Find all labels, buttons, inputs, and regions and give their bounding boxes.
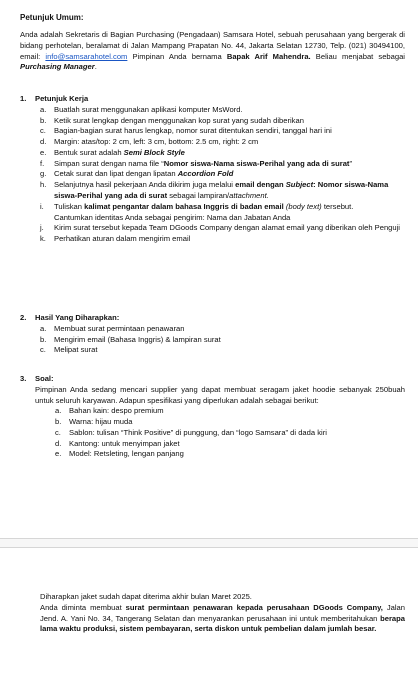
list-item bbox=[40, 169, 405, 180]
list-item bbox=[40, 180, 405, 202]
item-marker: j. bbox=[40, 223, 44, 233]
intro-text: Anda adalah Sekretaris di Bagian Purchasing (Pengadaan) Samsara Hotel, sebuah perusahaan yang bergerak di bidang perhotelan, beralamat di Jalan Mampang Prapatan No. 44, Jakarta Selatan 12730, Telp. (021) 30494100, email: bbox=[20, 30, 405, 61]
list-item bbox=[55, 428, 405, 439]
list-item bbox=[55, 439, 405, 450]
item-marker: i. bbox=[40, 201, 44, 211]
item-text-part: sebagai lampiran/ bbox=[167, 191, 230, 201]
general-instructions bbox=[20, 12, 405, 23]
list-item bbox=[55, 417, 405, 428]
item-text-part: Bentuk surat adalah bbox=[54, 147, 124, 157]
item-marker: a. bbox=[40, 323, 47, 333]
expected-results-list bbox=[20, 324, 405, 356]
section-title: Soal: bbox=[35, 374, 54, 383]
intro-text-3: Beliau menjabat sebagai bbox=[310, 51, 405, 61]
section-heading bbox=[20, 94, 405, 105]
item-marker: c. bbox=[40, 126, 46, 136]
item-marker: k. bbox=[40, 234, 46, 244]
instruction-list bbox=[20, 105, 405, 245]
item-text: Kantong: untuk menyimpan jaket bbox=[69, 438, 180, 448]
section-number: 2. bbox=[20, 313, 27, 322]
document-page-2 bbox=[0, 546, 418, 687]
item-text: Ketik surat lengkap dengan menggunakan kop surat yang sudah diberikan bbox=[54, 115, 304, 125]
list-item bbox=[40, 148, 405, 159]
item-marker: e. bbox=[40, 147, 47, 157]
item-text: Kirim surat tersebut kepada Team DGoods Company dengan alamat email yang diberikan oleh Penguji bbox=[54, 223, 400, 233]
boss-role: Purchasing Manager bbox=[20, 62, 95, 72]
item-emphasis: Accordion Fold bbox=[177, 169, 234, 179]
section-petunjuk-kerja bbox=[20, 94, 405, 245]
item-emphasis: email dengan bbox=[235, 180, 286, 190]
item-text bbox=[54, 159, 405, 170]
item-marker: b. bbox=[40, 334, 47, 344]
item-marker: b. bbox=[55, 417, 62, 427]
task-emphasis-2: berapa lama waktu produksi, sistem pembayaran, serta diskon untuk pembelian dalam jumlah besar. bbox=[40, 613, 405, 634]
item-text-part: tersebut. bbox=[321, 201, 354, 211]
section-title: Hasil Yang Diharapkan: bbox=[35, 313, 120, 322]
list-item bbox=[40, 345, 405, 356]
item-text: Bahan kain: despo premium bbox=[69, 406, 164, 416]
section-hasil bbox=[20, 313, 405, 356]
item-text: Warna: hijau muda bbox=[69, 417, 133, 427]
section-heading bbox=[20, 313, 405, 324]
list-item bbox=[40, 202, 405, 224]
list-item bbox=[40, 116, 405, 127]
spec-list bbox=[20, 406, 405, 460]
section-number: 1. bbox=[20, 94, 27, 103]
item-marker: g. bbox=[40, 169, 47, 179]
section-heading bbox=[20, 374, 405, 385]
section-soal bbox=[20, 374, 405, 460]
item-text bbox=[54, 148, 405, 159]
intro-text-2: Pimpinan Anda bernama bbox=[127, 51, 227, 61]
item-text-part: Cetak surat dan lipat dengan lipatan bbox=[54, 169, 178, 179]
item-text: Margin: atas/top: 2 cm, left: 3 cm, bottom: 2.5 cm, right: 2 cm bbox=[54, 137, 259, 147]
item-emphasis: Semi Block Style bbox=[123, 147, 185, 157]
item-italic: attachment. bbox=[229, 191, 269, 201]
item-text: Sablon: tulisan “Think Positive” di punggung, dan “logo Samsara” di dada kiri bbox=[69, 427, 327, 437]
email-link[interactable]: info@samsarahotel.com bbox=[45, 51, 128, 61]
page2-content bbox=[40, 592, 405, 635]
item-marker: e. bbox=[55, 449, 62, 459]
list-item bbox=[55, 449, 405, 460]
item-italic: (body text) bbox=[283, 201, 322, 211]
item-marker: d. bbox=[55, 438, 62, 448]
item-text: Membuat surat permintaan penawaran bbox=[54, 323, 185, 333]
item-marker: c. bbox=[40, 345, 46, 355]
item-text: Model: Retsleting, lengan panjang bbox=[69, 449, 184, 459]
item-marker: d. bbox=[40, 137, 47, 147]
item-text-part: Simpan surat dengan nama file “ bbox=[54, 158, 164, 168]
item-marker: b. bbox=[40, 115, 47, 125]
item-text: Buatlah surat menggunakan aplikasi komputer MsWord. bbox=[54, 104, 243, 114]
item-marker: f. bbox=[40, 158, 45, 168]
list-item bbox=[40, 159, 405, 170]
item-marker: c. bbox=[55, 427, 61, 437]
intro-text-4: . bbox=[94, 62, 97, 72]
list-item bbox=[40, 137, 405, 148]
item-text bbox=[54, 202, 405, 224]
boss-name: Bapak Arif Mahendra. bbox=[226, 51, 311, 61]
item-text: Bagian-bagian surat harus lengkap, nomor surat ditentukan sendiri, tanggal hari ini bbox=[54, 126, 332, 136]
item-marker: a. bbox=[40, 104, 47, 114]
item-text-part: ” bbox=[349, 158, 352, 168]
section-title: Petunjuk Kerja bbox=[35, 94, 89, 103]
list-item bbox=[40, 223, 405, 234]
item-emphasis: Subject bbox=[285, 180, 314, 190]
list-item bbox=[40, 335, 405, 346]
item-text bbox=[54, 180, 405, 202]
item-note: Cantumkan identitas Anda sebagai pengirim: Nama dan Jabatan Anda bbox=[54, 212, 291, 222]
section-title-petunjuk-umum: Petunjuk Umum: bbox=[20, 13, 84, 22]
item-emphasis: kalimat pengantar dalam bahasa Inggris di badan email bbox=[84, 201, 284, 211]
item-text-part: Tuliskan bbox=[54, 201, 85, 211]
item-text: Melipat surat bbox=[54, 345, 98, 355]
soal-paragraph: Pimpinan Anda sedang mencari supplier yang dapat membuat seragam jaket hoodie sebanyak 250buah untuk seluruh karyawan. Adapun spesifikasi yang diperlukan adalah sebagai berikut: bbox=[35, 384, 405, 405]
list-item bbox=[40, 105, 405, 116]
item-marker: a. bbox=[55, 406, 62, 416]
item-text-part: Selanjutnya hasil pekerjaan Anda dikirim juga melalui bbox=[54, 180, 236, 190]
item-emphasis: : Nomor siswa-Nama siswa-Perihal yang ada di surat bbox=[54, 180, 389, 201]
list-item bbox=[40, 234, 405, 245]
item-marker: h. bbox=[40, 180, 47, 190]
task-emphasis: surat permintaan penawaran kepada perusahaan DGoods Company, bbox=[125, 602, 383, 612]
task-paragraph bbox=[40, 603, 405, 635]
item-text: Perhatikan aturan dalam mengirim email bbox=[54, 234, 191, 244]
section-number: 3. bbox=[20, 374, 27, 383]
item-text bbox=[54, 169, 405, 180]
intro-paragraph bbox=[20, 30, 405, 73]
list-item bbox=[40, 324, 405, 335]
list-item bbox=[40, 126, 405, 137]
item-emphasis: Nomor siswa-Nama siswa-Perihal yang ada di surat bbox=[163, 158, 350, 168]
task-text-2: Jalan Jend. A. Yani No. 34, Tangerang Selatan dan menyarankan perusahaan ini untuk memberitahukan bbox=[40, 602, 405, 623]
delivery-note: Diharapkan jaket sudah dapat diterima akhir bulan Maret 2025. bbox=[40, 592, 252, 601]
item-text: Mengirim email (Bahasa Inggris) & lampiran surat bbox=[54, 334, 221, 344]
list-item bbox=[55, 406, 405, 417]
task-text: Anda diminta membuat bbox=[40, 602, 126, 612]
